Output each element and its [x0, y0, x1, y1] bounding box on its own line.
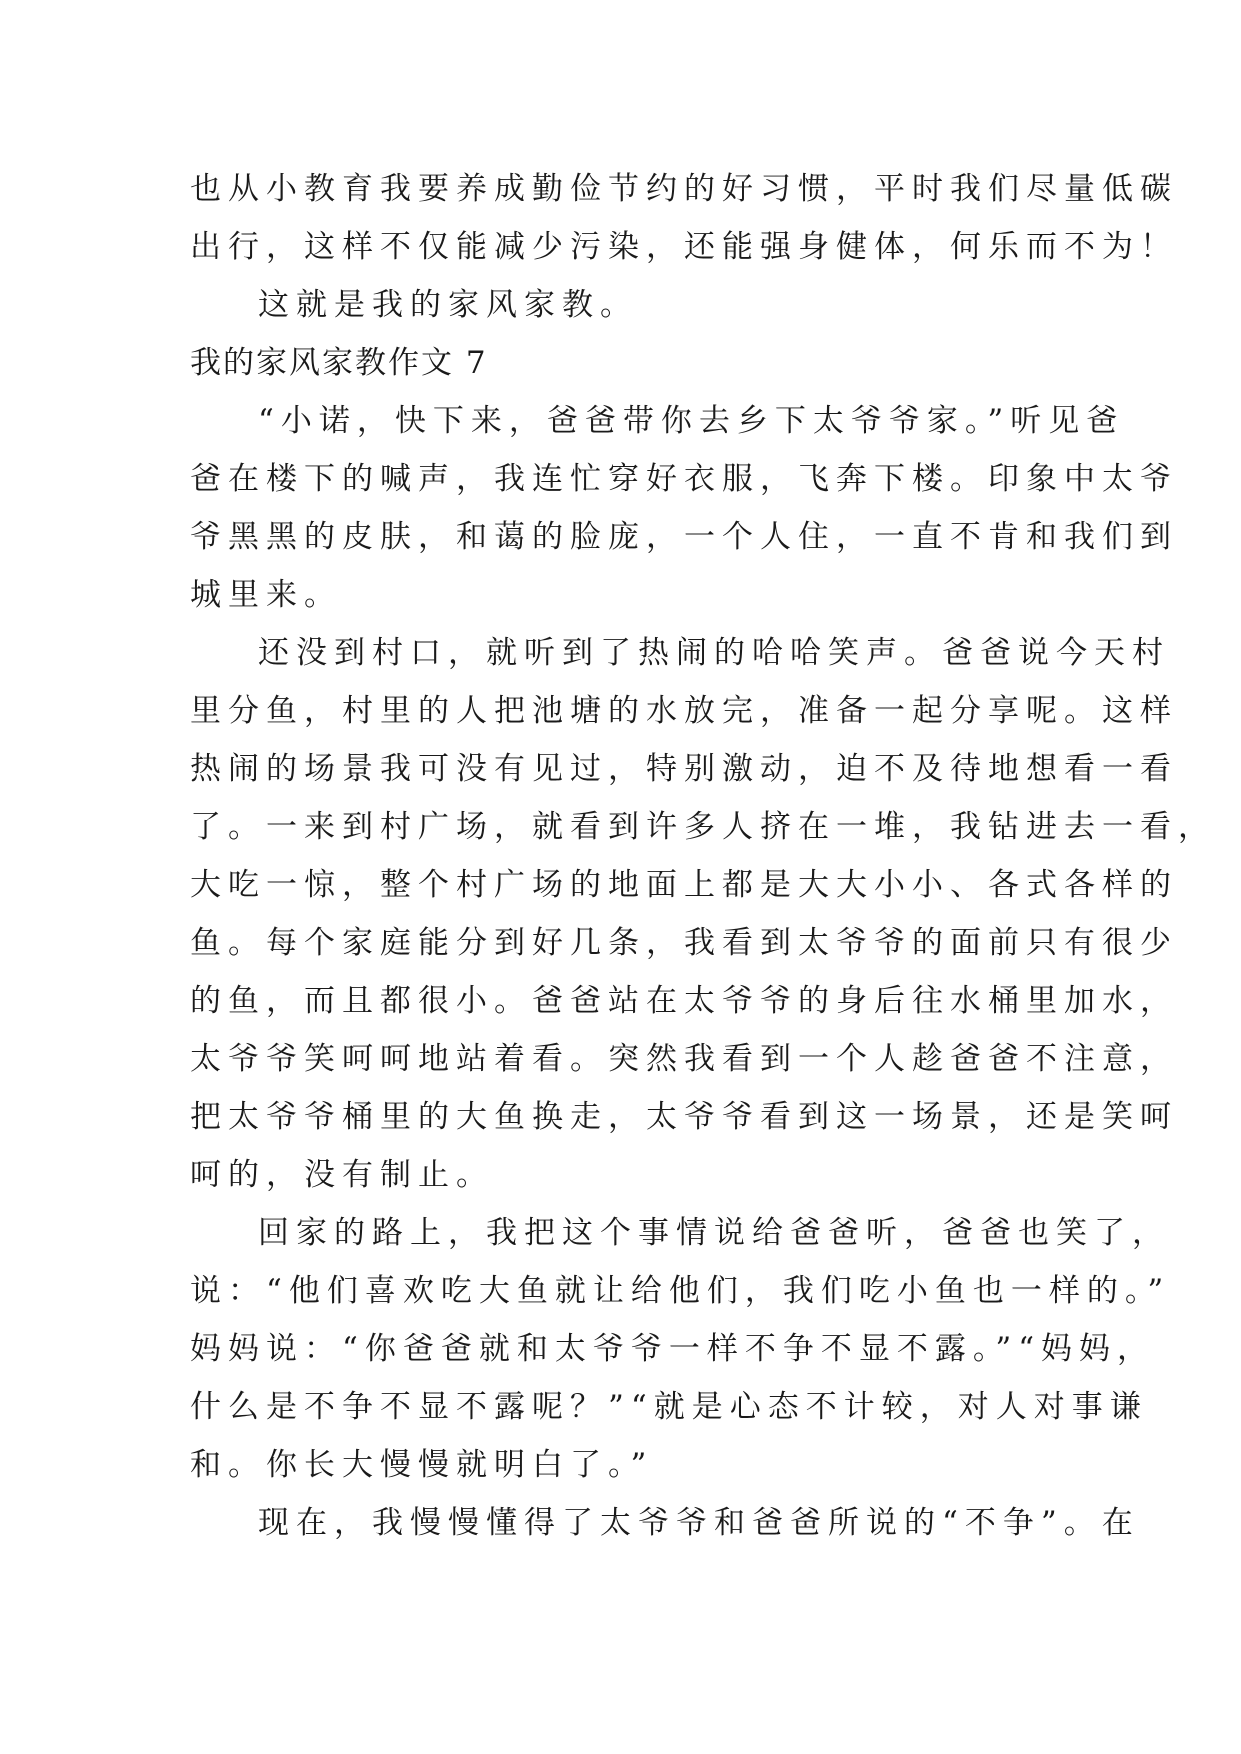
text-line: “小诺，快下来，爸爸带你去乡下太爷爷家。”听见爸	[258, 403, 1125, 439]
text-line: 太爷爷笑呵呵地站着看。突然我看到一个人趁爸爸不注意，	[190, 1041, 1178, 1077]
text-line: 爷黑黑的皮肤，和蔼的脸庞，一个人住，一直不肯和我们到	[190, 519, 1178, 555]
text-line: 说：“他们喜欢吃大鱼就让给他们，我们吃小鱼也一样的。”	[190, 1273, 1171, 1309]
text-line: 把太爷爷桶里的大鱼换走，太爷爷看到这一场景，还是笑呵	[190, 1099, 1178, 1135]
text-line: 城里来。	[190, 577, 342, 613]
text-line: 妈妈说：“你爸爸就和太爷爷一样不争不显不露。”“妈妈，	[190, 1331, 1156, 1367]
text-line: 和。你长大慢慢就明白了。”	[190, 1447, 654, 1483]
text-line: 爸在楼下的喊声，我连忙穿好衣服，飞奔下楼。印象中太爷	[190, 461, 1178, 497]
text-line: 现在，我慢慢懂得了太爷爷和爸爸所说的“不争”。在	[258, 1505, 1140, 1541]
text-line: 大吃一惊，整个村广场的地面上都是大大小小、各式各样的	[190, 867, 1178, 903]
text-line: 里分鱼，村里的人把池塘的水放完，准备一起分享呢。这样	[190, 693, 1178, 729]
text-line: 这就是我的家风家教。	[258, 287, 638, 323]
document-body	[190, 160, 1216, 1552]
text-line: 鱼。每个家庭能分到好几条，我看到太爷爷的面前只有很少	[190, 925, 1178, 961]
section-heading: 我的家风家教作文 7	[190, 345, 488, 381]
text-line: 了。一来到村广场，就看到许多人挤在一堆，我钻进去一看，	[190, 809, 1216, 845]
text-line: 回家的路上，我把这个事情说给爸爸听，爸爸也笑了，	[258, 1215, 1170, 1251]
text-line: 呵的，没有制止。	[190, 1157, 494, 1193]
text-line: 的鱼，而且都很小。爸爸站在太爷爷的身后往水桶里加水，	[190, 983, 1178, 1019]
text-line: 什么是不争不显不露呢？”“就是心态不计较，对人对事谦	[190, 1389, 1148, 1425]
text-line: 也从小教育我要养成勤俭节约的好习惯，平时我们尽量低碳	[190, 171, 1178, 207]
text-line: 热闹的场景我可没有见过，特别激动，迫不及待地想看一看	[190, 751, 1178, 787]
text-line: 还没到村口，就听到了热闹的哈哈笑声。爸爸说今天村	[258, 635, 1170, 671]
text-line: 出行，这样不仅能减少污染，还能强身健体，何乐而不为！	[190, 229, 1178, 265]
